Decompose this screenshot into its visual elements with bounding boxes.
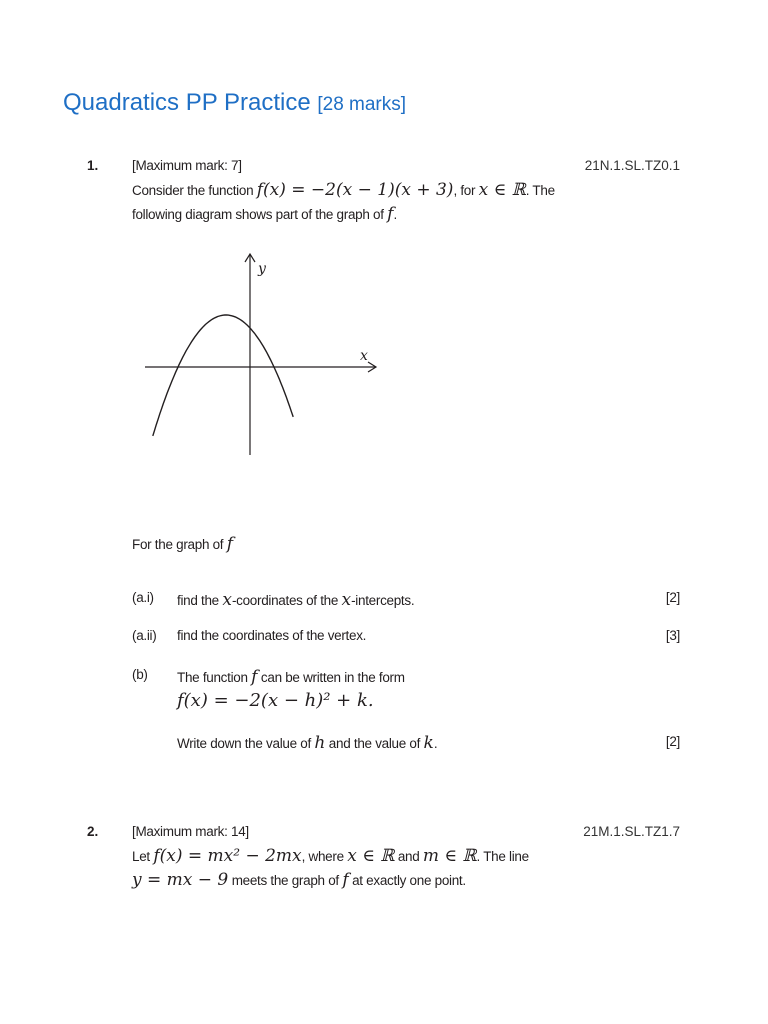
title-main: Quadratics PP Practice	[63, 89, 311, 116]
q1-b-vertex-form: f(x) = −2(x − h)² + k.	[177, 690, 374, 711]
y-axis-label: y	[258, 261, 266, 277]
q2-meets: meets the graph of	[231, 873, 339, 888]
q1-b-h: h	[314, 733, 326, 753]
q2-and: and	[397, 849, 420, 864]
page-title	[63, 89, 406, 117]
q2-line1	[132, 846, 529, 866]
q2-max-mark: [Maximum mark: 14]	[132, 824, 249, 839]
q2-reference: 21M.1.SL.TZ1.7	[583, 824, 680, 839]
q2-let: Let	[132, 849, 150, 864]
q1-intro-c: . The	[525, 183, 555, 198]
q1-b-write-a: Write down the value of	[177, 736, 311, 751]
q1-b-k: k	[423, 733, 434, 753]
q1-part-b-marks: [2]	[665, 734, 680, 749]
q1-intro-d: following diagram shows part of the graph of	[132, 207, 384, 222]
q1-number: 1.	[87, 158, 99, 173]
q1-b-write-c: .	[433, 736, 438, 751]
q1-for-graph	[132, 534, 233, 554]
q1-b-var-f: f	[251, 667, 258, 687]
q1-b-write-b: and the value of	[328, 736, 421, 751]
q1-for-graph-f: f	[226, 534, 234, 554]
q1-parabola-graph	[140, 250, 390, 460]
q2-domain-x: x ∈ ℝ	[347, 846, 395, 866]
q1-part-b-label: (b)	[132, 667, 148, 682]
q2-line2	[132, 870, 466, 890]
q1-ai-text-a: find the	[177, 593, 219, 608]
q1-part-aii-label: (a.ii)	[132, 628, 157, 643]
q1-intro-line2	[132, 204, 397, 224]
q1-f-symbol: f	[387, 204, 394, 224]
q1-intro-b: , for	[453, 183, 476, 198]
q1-intro-line1	[132, 180, 555, 200]
q2-function-formula: f(x) = mx² − 2mx	[153, 846, 302, 866]
q1-domain: x ∈ ℝ	[478, 180, 526, 200]
q1-ai-var-x: x	[222, 590, 232, 610]
q1-ai-text-c: -intercepts.	[351, 593, 415, 608]
q2-line-intro: . The line	[476, 849, 529, 864]
q1-part-b-text	[177, 667, 405, 687]
q1-reference: 21N.1.SL.TZ0.1	[584, 158, 680, 173]
q1-part-ai-label: (a.i)	[132, 590, 154, 605]
q1-for-graph-text: For the graph of	[132, 537, 224, 552]
q1-b-text-a: The function	[177, 670, 248, 685]
q1-period: .	[393, 207, 397, 222]
q2-where: , where	[301, 849, 344, 864]
q1-ai-var-x2: x	[341, 590, 352, 610]
title-marks: [28 marks]	[317, 94, 407, 115]
q1-b-text-b: can be written in the form	[260, 670, 405, 685]
q1-part-aii-text: find the coordinates of the vertex.	[177, 628, 367, 643]
q2-f-symbol: f	[342, 870, 349, 890]
q2-domain-m: m ∈ ℝ	[422, 846, 477, 866]
q2-cutoff-line	[130, 926, 690, 932]
q1-part-ai-marks: [2]	[665, 590, 680, 605]
parabola-curve	[153, 315, 293, 436]
x-axis-label: x	[360, 348, 368, 364]
q1-part-aii-marks: [3]	[665, 628, 680, 643]
q1-intro-a: Consider the function	[132, 183, 254, 198]
q1-function-formula: f(x) = −2(x − 1)(x + 3)	[256, 180, 454, 200]
q2-end: at exactly one point.	[352, 873, 466, 888]
q1-ai-text-b: -coordinates of the	[231, 593, 339, 608]
q1-max-mark: [Maximum mark: 7]	[132, 158, 242, 173]
q1-part-ai-text	[177, 590, 414, 610]
q1-b-write-down	[177, 733, 437, 753]
q2-line-equation: y = mx − 9	[132, 870, 229, 890]
q2-number: 2.	[87, 824, 99, 839]
